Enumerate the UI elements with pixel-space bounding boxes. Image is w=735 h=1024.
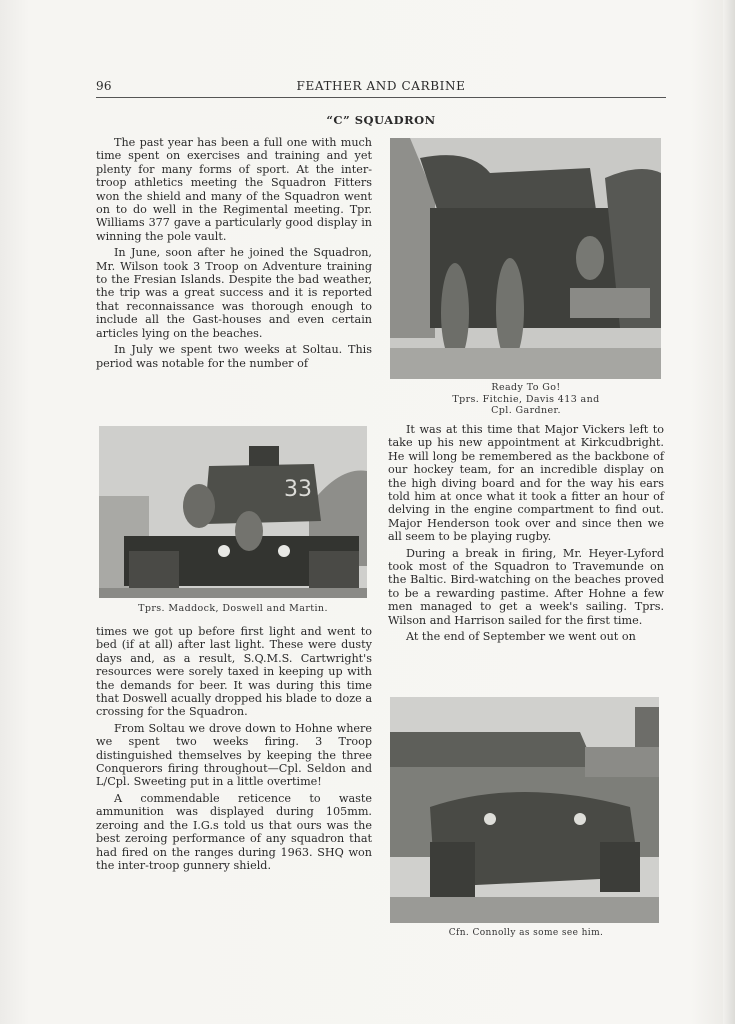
- left-column-top-text: [96, 136, 372, 370]
- page-header: [96, 79, 666, 95]
- photo-camouflaged-vehicle: [390, 697, 659, 923]
- caption-tank-crew: [96, 603, 370, 615]
- caption-camouflaged-vehicle: [388, 928, 664, 940]
- photo-tank-crew: [99, 426, 367, 598]
- running-title: FEATHER AND CARBINE: [296, 79, 466, 93]
- ready-to-go-image: [390, 138, 661, 379]
- caption-ready-to-go: [388, 382, 664, 417]
- paragraph: At the end of September we went out on: [406, 630, 636, 644]
- right-column-text: [388, 423, 664, 644]
- left-column-bottom-text: [96, 625, 372, 872]
- page-edge-shadow: [723, 0, 735, 1024]
- caption-line: Cfn. Connolly as some see him.: [448, 928, 604, 938]
- camouflaged-vehicle-image: [390, 697, 659, 923]
- paragraph: In July we spent two weeks at Soltau. This period was notable for the number of: [96, 343, 372, 370]
- caption-line: Tprs. Maddock, Doswell and Martin.: [138, 603, 328, 614]
- turret-number: 33: [284, 477, 312, 502]
- page-number: 96: [96, 79, 112, 93]
- paragraph: In June, soon after he joined the Squadron, Mr. Wilson took 3 Troop on Adventure training to the Fresian Islands. Despite the bad weather, the trip was a great success and it is reported that reconnaissance was thorough enough to include all the Gast-houses and even certain articles lying on the beaches.: [96, 246, 372, 340]
- caption-line: Tprs. Fitchie, Davis 413 and: [452, 393, 600, 405]
- paragraph-continued: times we got up before first light and went to bed (if at all) after last light. These were dusty days and, as a result, S.Q.M.S. Cartwright's resources were sorely taxed in keeping up with the demands for beer. It was during this time that Doswell acually dropped his blade to doze a crossing for the Squadron.: [96, 625, 372, 719]
- photo-ready-to-go: [390, 138, 661, 379]
- header-rule: [96, 97, 666, 98]
- paragraph: During a break in firing, Mr. Heyer-Lyford took most of the Squadron to Travemunde on the Baltic. Bird-watching on the beaches proved to be a rewarding pastime. After Hohne a few men managed to get a week's sailing. Tprs. Wilson and Harrison sailed for the first time.: [388, 546, 664, 627]
- paragraph: A commendable reticence to waste ammunition was displayed during 105mm. zeroing and the I.G.s told us that ours was the best zeroing performance of any squadron that had fired on the ranges during 1963. SHQ won the inter-troop gunnery shield.: [96, 791, 372, 872]
- caption-line: Cpl. Gardner.: [491, 405, 561, 416]
- tank-crew-image: [99, 426, 367, 598]
- paragraph: The past year has been a full one with much time spent on exercises and training and yet plenty for many forms of sport. At the inter-troop athletics meeting the Squadron Fitters won the shield and many of the Squadron went on to do well in the Regimental meeting. Tpr. Williams 377 gave a particularly good display in winning the pole vault.: [96, 136, 372, 243]
- article-title: “C” SQUADRON: [326, 113, 436, 127]
- paragraph: It was at this time that Major Vickers left to take up his new appointment at Kirkcudbright. He will long be remembered as the backbone of our hockey team, for an incredible display on the high diving board and for the way his ears told him at once what it took a fitter an hour of delving in the engine compartment to find out. Major Henderson took over and since then we all seem to be playing rugby.: [388, 423, 664, 544]
- caption-line: Ready To Go!: [491, 382, 561, 393]
- paragraph: From Soltau we drove down to Hohne where we spent two weeks firing. 3 Troop distinguished themselves by keeping the three Conquerors firing throughout—Cpl. Seldon and L/Cpl. Sweeting put in a little overtime!: [96, 721, 372, 789]
